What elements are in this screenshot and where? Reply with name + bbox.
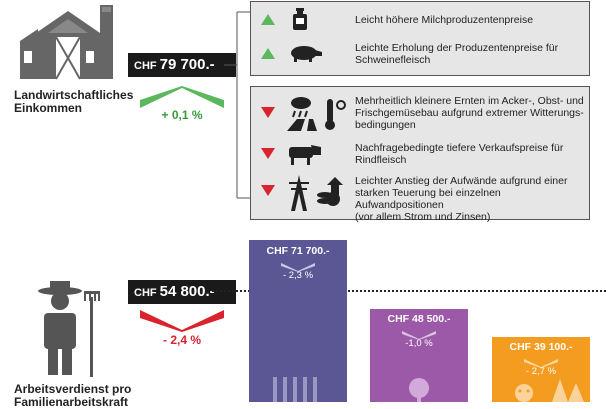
region-bar-plain xyxy=(249,240,347,402)
region-bar-hill xyxy=(370,309,468,402)
list-item xyxy=(251,40,589,68)
pig-icon xyxy=(289,44,323,67)
region-bar-mountain xyxy=(492,337,590,402)
negative-text: Nachfragebedingte tiefere Verkaufspreise für Rindfleisch xyxy=(355,142,564,166)
positive-factors-panel xyxy=(250,1,590,76)
up-arrow-icon xyxy=(261,48,275,59)
list-item xyxy=(251,95,589,135)
bar-value: CHF 39 100.- xyxy=(509,341,573,353)
tree-icon xyxy=(406,377,432,407)
list-item xyxy=(251,175,589,223)
negative-text: Leichter Anstieg der Aufwände aufgrund einer starken Teuerung bei einzelnen Aufwandpositionen (vor allem Strom und Zinsen) xyxy=(355,175,568,223)
connector-bracket xyxy=(224,10,250,205)
down-arrow-icon xyxy=(261,148,275,159)
up-arrow-icon xyxy=(261,14,275,25)
positive-text: Leichte Erholung der Produzentenpreise für Schweinefleisch xyxy=(355,42,559,66)
milk-can-icon xyxy=(291,8,309,35)
negative-text: Mehrheitlich kleinere Ernten im Acker-, Obst- und Frischgemüsebau aufgrund extremer Witterungs- bedingungen xyxy=(355,95,584,131)
list-item xyxy=(251,10,589,30)
power-money-icon xyxy=(287,175,347,216)
wheat-icon xyxy=(269,377,327,407)
income-value: CHF 79 700.- xyxy=(128,53,236,77)
down-arrow-icon xyxy=(261,107,275,118)
bar-delta: -1,0 % xyxy=(405,338,433,349)
farmer-icon xyxy=(34,281,106,382)
work-label: Arbeitsverdienst pro Familienarbeitskraft xyxy=(14,382,132,409)
bar-value: CHF 71 700.- xyxy=(266,245,330,257)
bar-delta: - 2,3 % xyxy=(282,270,314,281)
mountain-pine-icon xyxy=(510,379,586,407)
income-label: Landwirtschaftliches Einkommen xyxy=(14,88,134,115)
list-item xyxy=(251,141,589,169)
work-delta: - 2,4 % xyxy=(162,333,201,347)
bar-value: CHF 48 500.- xyxy=(387,313,451,325)
positive-text: Leicht höhere Milchproduzentenpreise xyxy=(355,14,534,26)
income-delta: + 0,1 % xyxy=(161,108,203,122)
negative-factors-panel xyxy=(250,86,590,223)
barn-icon xyxy=(20,5,126,88)
work-value: CHF 54 800.- xyxy=(128,280,236,304)
weather-icon xyxy=(287,95,347,136)
down-arrow-icon xyxy=(261,185,275,196)
bar-delta: - 2,7 % xyxy=(525,366,557,377)
cow-icon xyxy=(287,143,323,170)
